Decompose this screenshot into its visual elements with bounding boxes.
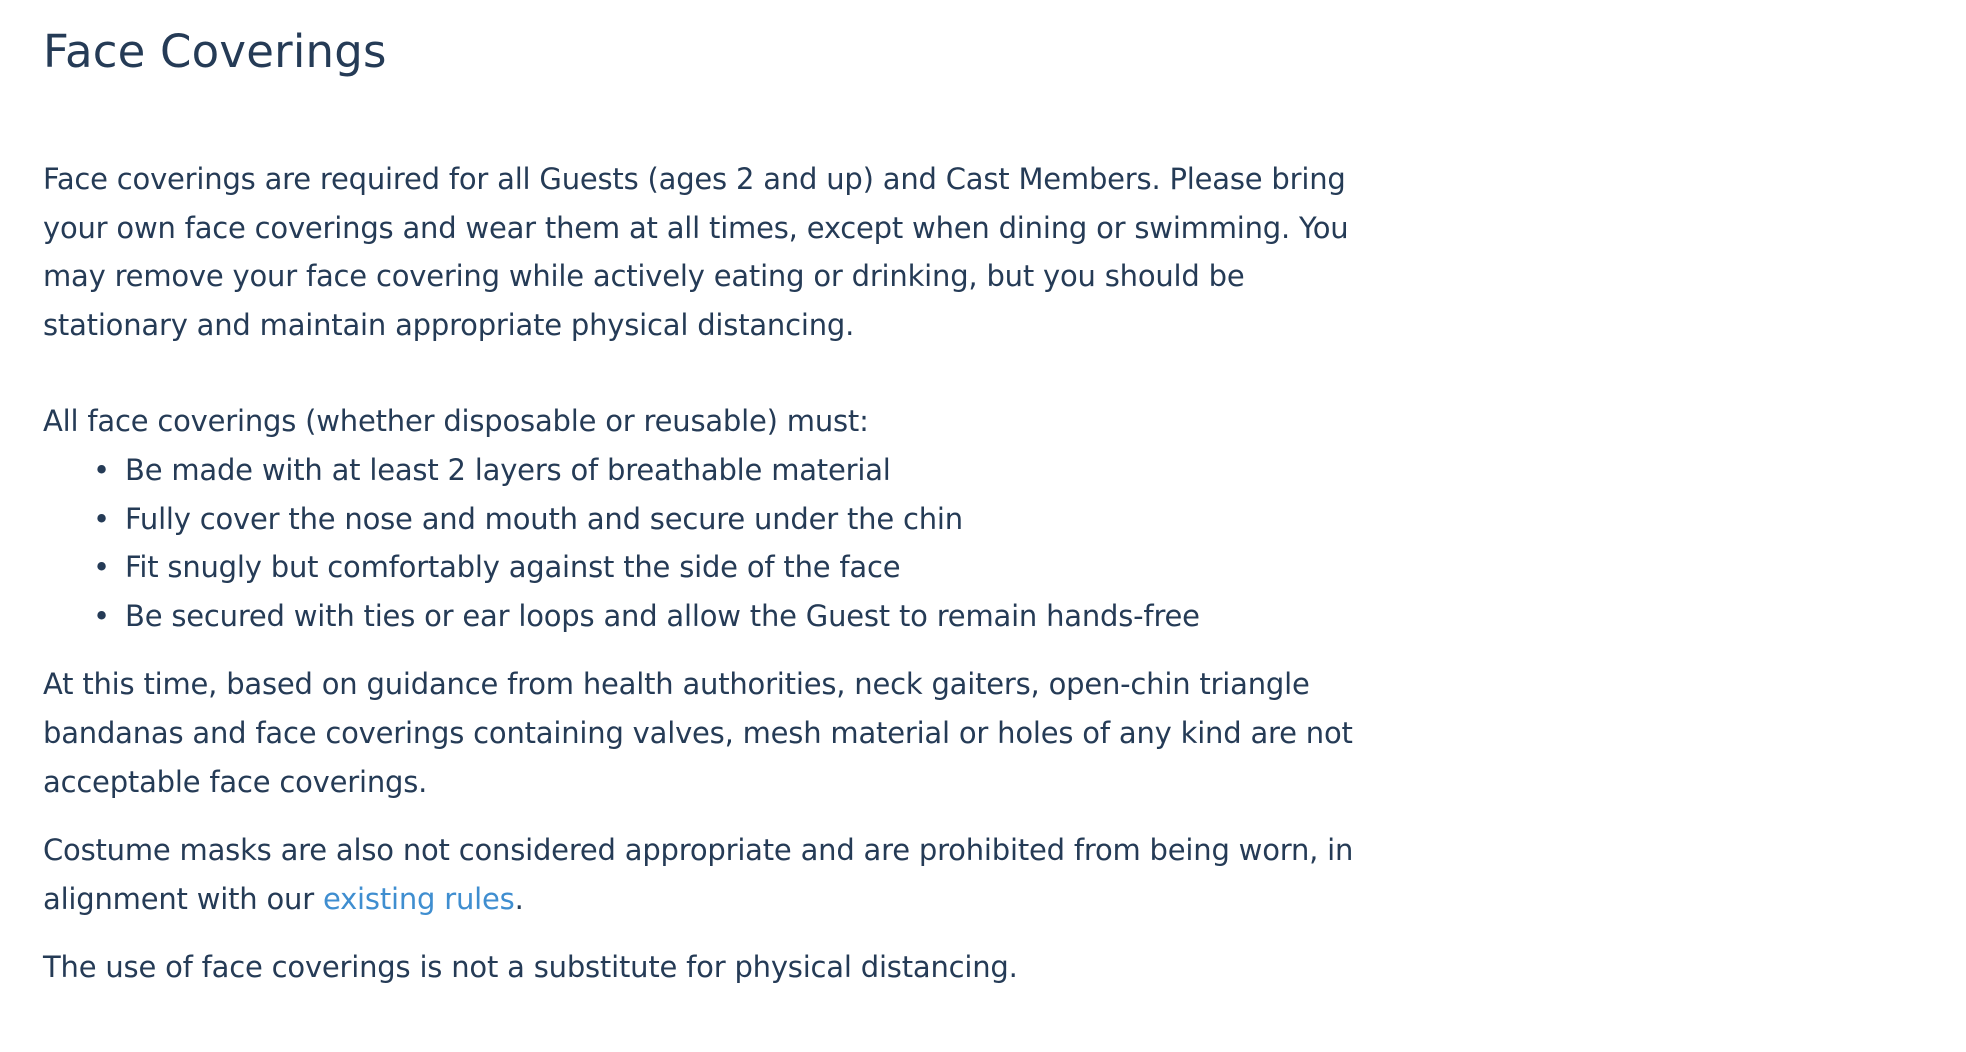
list-item <box>93 592 1383 641</box>
costume-paragraph <box>43 826 1383 923</box>
costume-text: Costume masks are also not considered appropriate and are prohibited from being worn, in alignment with our <box>43 833 1354 916</box>
existing-rules-link[interactable]: existing rules <box>322 881 515 916</box>
bullet-icon: • <box>93 452 110 487</box>
list-item-text: Be made with at least 2 layers of breathable material <box>125 452 891 487</box>
list-item-text: Fit snugly but comfortably against the side of the face <box>125 550 901 585</box>
costume-end: . <box>514 881 524 916</box>
intro-paragraph: Face coverings are required for all Guests (ages 2 and up) and Cast Members. Please bring your own face coverings and wear them at all times, except when dining or swimming. You may remove your face covering while actively eating or drinking, but you should be stationary and maintain appropriate physical distancing. <box>43 162 1349 342</box>
page-title: Face Coverings <box>43 25 387 78</box>
guidance-paragraph: At this time, based on guidance from health authorities, neck gaiters, open-chin triangle bandanas and face coverings containing valves, mesh material or holes of any kind are not acceptable face coverings. <box>43 667 1353 799</box>
list-item-text: Fully cover the nose and mouth and secure under the chin <box>125 501 963 536</box>
bullet-icon: • <box>93 501 110 536</box>
face-coverings-section <box>43 22 1383 992</box>
requirements-list <box>43 446 1383 640</box>
requirements-lead: All face coverings (whether disposable or reusable) must: <box>43 404 869 439</box>
closing-paragraph: The use of face coverings is not a substitute for physical distancing. <box>43 950 1018 985</box>
bullet-icon: • <box>93 550 110 585</box>
list-item <box>93 543 1383 592</box>
list-item-text: Be secured with ties or ear loops and allow the Guest to remain hands-free <box>125 598 1200 633</box>
bullet-icon: • <box>93 598 110 633</box>
list-item <box>93 495 1383 544</box>
list-item <box>93 446 1383 495</box>
